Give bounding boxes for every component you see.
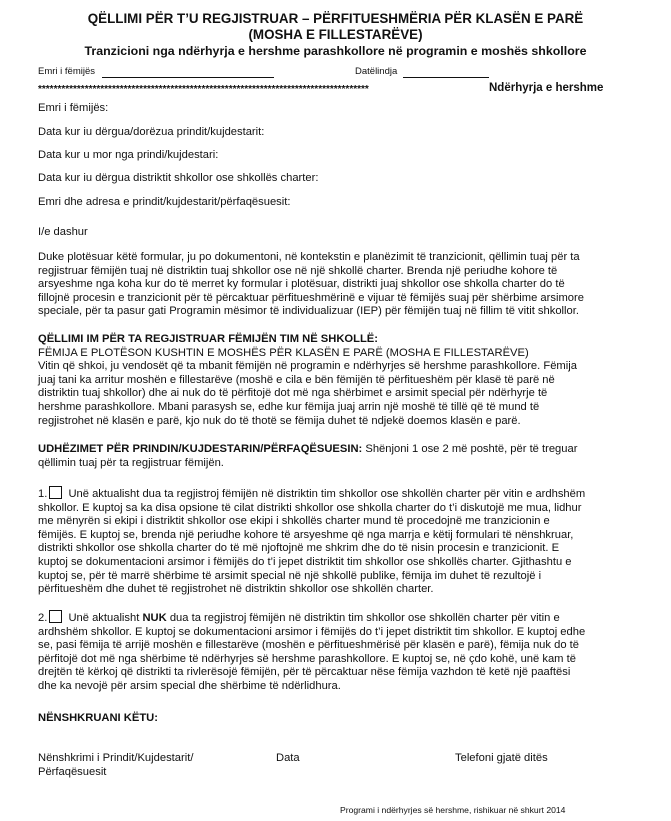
option-2-checkbox[interactable]	[49, 610, 62, 623]
intent-section: QËLLIMI IM PËR TA REGJISTRUAR FËMIJËN TIM NË SHKOLLË: FËMIJA E PLOTËSON KUSHTIN E MOSHËS PËR KLASËN E PARË (MOSHA E FILLESTARËVE) Vitin që shkoi, ju vendosët që ta mbanit fëmijën në programin e ndërhyrjes së hershme parashkollore. Fëmija juaj tani ka arritur moshën e fillestarëve (moshë e cila e bën fëmijën të përfitueshëm për klasë të parë në distriktin tuaj shkollor) dhe ai nuk do të përfitojë dot më nga shërbimet e arsimit special për ndërhyrje të hershme parashkollore. Mbani parasysh se, edhe kur fëmija juaj arrin një moshë të tillë që të mund të regjistrohet në klasën e parë, kjo nuk do të thotë se fëmija duhet të ndjekë doemos klasën e parë.	[38, 333, 636, 428]
district-sent-date-field: Data kur iu dërgua distriktit shkollor ose shkollës charter:	[38, 172, 319, 184]
separator-stars: *************************************************************************************	[38, 84, 369, 95]
intro-paragraph: Duke plotësuar këtë formular, ju po dokumentoni, në kontekstin e planëzimit të tranzicionit, qëllimin tuaj për ta regjistruar fëmijën tuaj në distriktin tuaj shkollor ose në një shkollë charter. Brenda një periudhe kohore të arsyeshme nga koha kur do të merret ky formular i plotësuar, distrikti juaj shkollor ose shkolla charter do të fillojnë procesin e tranzicionit për të përcaktuar përfitueshmërinë e vijuar të fëmijës suaj për shërbime arsimore speciale, për ta pasur gati Programin mësimor të individualizuar (IEP) për fëmijën tuaj në fillim të vitit shkollor.	[38, 251, 584, 318]
birthdate-label: Datëlindja	[355, 66, 398, 77]
birthdate-line[interactable]	[403, 76, 489, 78]
option-1-checkbox[interactable]	[49, 486, 62, 499]
intent-subheading: FËMIJA E PLOTËSON KUSHTIN E MOSHËS PËR KLASËN E PARË (MOSHA E FILLESTARËVE)	[38, 346, 529, 359]
received-date-field: Data kur u mor nga prindi/kujdestari:	[38, 149, 219, 161]
signer-label: Nënshkrimi i Prindit/Kujdestarit/ Përfaqësuesit	[38, 752, 194, 778]
form-title-line1: QËLLIMI PËR T’U REGJISTRUAR – PËRFITUESHMËRIA PËR KLASËN E PARË	[87, 11, 584, 26]
signature-heading: NËNSHKRUANI KËTU:	[38, 712, 158, 724]
child-name-field: Emri i fëmijës:	[38, 102, 109, 114]
footer-note: Programi i ndërhyrjes së hershme, rishikuar në shkurt 2014	[340, 805, 566, 815]
program-label: Ndërhyrja e hershme	[489, 82, 604, 94]
form-title-line2: (MOSHA E FILLESTARËVE)	[248, 27, 423, 42]
intent-heading: QËLLIMI IM PËR TA REGJISTRUAR FËMIJËN TIM NË SHKOLLË:	[38, 333, 378, 345]
instructions-section: UDHËZIMET PËR PRINDIN/KUJDESTARIN/PËRFAQËSUESIN: Shënjoni 1 ose 2 më poshtë, për të treguar qëllimin tuaj për ta regjistruar fëmijën.	[38, 443, 578, 469]
child-name-label: Emri i fëmijës	[38, 66, 96, 77]
parent-name-address-field: Emri dhe adresa e prindit/kujdestarit/përfaqësuesit:	[38, 196, 291, 208]
instructions-heading: UDHËZIMET PËR PRINDIN/KUJDESTARIN/PËRFAQËSUESIN:	[38, 443, 363, 455]
option-2: 2. Unë aktualisht NUK dua ta regjistroj fëmijën në distriktin tim shkollor ose shkollën charter për vitin e ardhshëm shkollor. E kuptoj se dokumentacioni arsimor i fëmijës do t’i jepet distriktit tim shkollor. E kuptoj edhe se, pasi fëmija të arrijë moshën e fillestarëve (moshën e përfitueshmërisë për klasën e parë), fëmija nuk do të përfitojë dot më nga shërbime të ndërhyrjes së hershme parashkollore. E kuptoj se, në çdo kohë, unë kam të drejtën të kërkoj që distrikti ta rivlerësojë fëmijën, për të përcaktuar nëse fëmija vazhdon të ketë një paaftësi dhe ka nevojë për arsim special dhe shërbime të ndërlidhura.	[38, 612, 586, 692]
date-label: Data	[276, 752, 300, 764]
greeting: I/e dashur	[38, 226, 88, 238]
form-subtitle: Tranzicioni nga ndërhyrja e hershme parashkollore në programin e moshës shkollore	[84, 44, 587, 58]
sent-date-field: Data kur iu dërgua/dorëzua prindit/kujdestarit:	[38, 126, 265, 138]
option-1: 1. Unë aktualisht dua ta regjistroj fëmijën në distriktin tim shkollor ose shkollën charter për vitin e ardhshëm shkollor. E kuptoj sa ka disa opsione të cilat distrikti shkollor ose shkolla charter do t’i diskutojë me mua, lidhur me mënyrën si ekipi i distriktit shkollor ose ekipi i shkollës charter mund të procedojnë me tranzicionin e fëmijës. E kuptoj se, brenda një periudhe kohore të arsyeshme që nga marrja e këtij formulari të nënshkruar, distrikti shkollor ose shkolla charter do të më njoftojnë me shkrim dhe do të nisin procesin e tranzicionit. E kuptoj se dokumentacioni arsimor i fëmijës do t’i jepet distriktit tim shkollor ose shkollës charter. Gjithashtu e kuptoj se, për të marrë shërbime të arsimit special në një shkollë publike, fëmija im duhet të rezultojë i përfitueshëm dhe duhet të regjistrohet në distriktin shkollor ose shkollën charter.	[38, 488, 586, 596]
child-name-line[interactable]	[102, 76, 274, 78]
phone-label: Telefoni gjatë ditës	[455, 752, 548, 764]
